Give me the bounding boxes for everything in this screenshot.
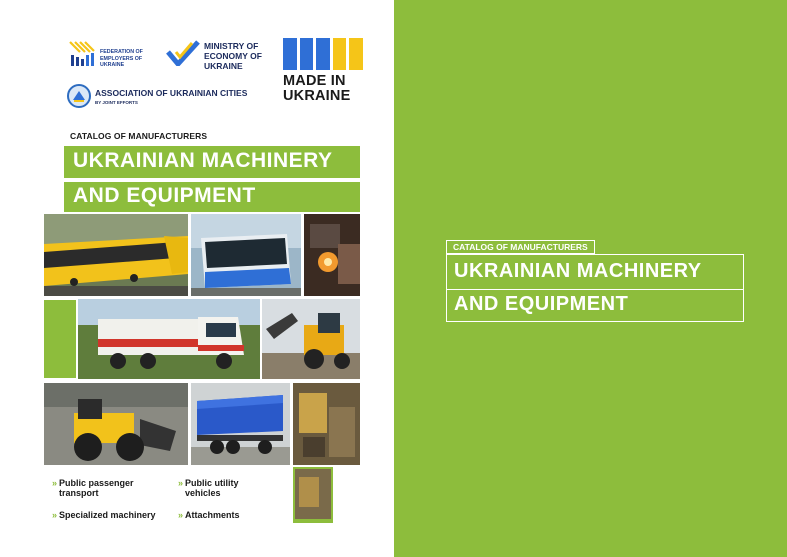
cover-title-line2: AND EQUIPMENT xyxy=(64,182,360,212)
federation-stripes-icon xyxy=(68,40,96,68)
cover-kicker: CATALOG OF MANUFACTURERS xyxy=(70,131,208,141)
chevron-right-icon: » xyxy=(178,478,184,488)
green-accent-block xyxy=(44,300,76,378)
made-in-ukraine-text: MADE IN UKRAINE xyxy=(283,73,351,104)
bullet-item: » Public passenger transport xyxy=(52,478,134,498)
blue-yellow-bars-icon xyxy=(283,38,363,70)
association-subtitle: BY JOINT EFFORTS xyxy=(95,99,138,105)
bullet-item: » Specialized machinery xyxy=(52,510,156,520)
photo-fire-truck xyxy=(78,299,260,379)
association-logo xyxy=(67,84,247,108)
bullet-item: » Public utility vehicles xyxy=(178,478,239,498)
bullet-item: » Attachments xyxy=(178,510,240,520)
panel-title-line1: UKRAINIAN MACHINERY xyxy=(454,260,702,282)
ministry-logo-text: MINISTRY OF ECONOMY OF UKRAINE xyxy=(204,40,262,71)
photo-backhoe-loader xyxy=(262,299,360,379)
photo-factory-detail xyxy=(293,467,333,523)
cover-title-line1: UKRAINIAN MACHINERY xyxy=(64,146,360,178)
chevron-right-icon: » xyxy=(52,510,58,520)
photo-wheel-loader xyxy=(44,383,188,465)
photo-factory-machinery xyxy=(293,383,360,465)
chevron-right-icon: » xyxy=(178,510,184,520)
ministry-logo xyxy=(166,40,274,71)
green-title-panel xyxy=(394,0,787,557)
ministry-check-icon xyxy=(166,40,200,71)
panel-title-box xyxy=(446,254,744,322)
made-in-ukraine-logo xyxy=(283,38,363,104)
photo-city-bus xyxy=(191,214,301,296)
federation-logo-text: FEDERATION OF EMPLOYERS OF UKRAINE xyxy=(100,49,143,68)
chevron-right-icon: » xyxy=(52,478,58,488)
photo-dump-trailer xyxy=(191,383,290,465)
association-name: ASSOCIATION OF UKRAINIAN CITIES xyxy=(95,87,248,98)
photo-tram xyxy=(44,214,188,296)
association-seal-icon xyxy=(67,84,91,108)
photo-welding-worker xyxy=(304,214,360,296)
panel-title-line2: AND EQUIPMENT xyxy=(454,293,629,315)
panel-kicker: CATALOG OF MANUFACTURERS xyxy=(446,240,595,254)
federation-logo xyxy=(68,40,160,69)
panel-divider xyxy=(447,289,743,290)
